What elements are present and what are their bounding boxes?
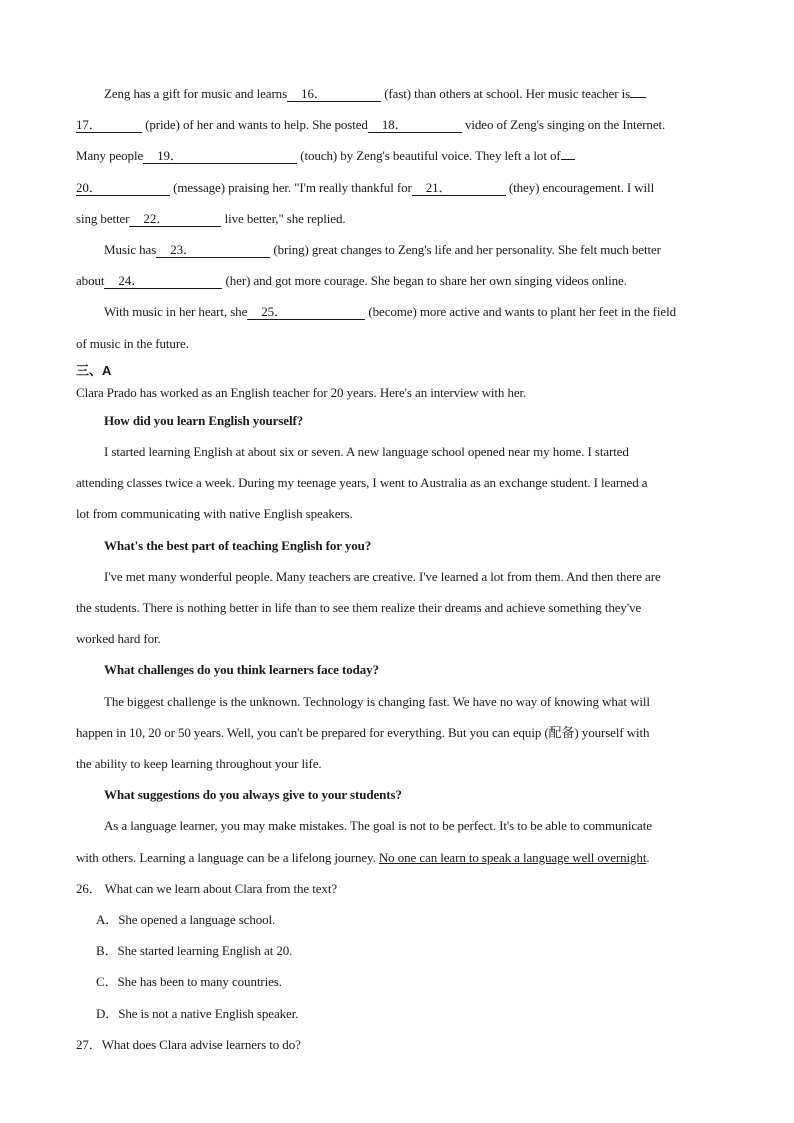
answer-line: lot from communicating with native English speakers.	[76, 506, 353, 522]
blank-17[interactable]: 17．	[76, 118, 142, 133]
passage-line: sing better 22． live better," she replied.	[76, 210, 346, 226]
blank-20[interactable]: 20．	[76, 181, 170, 196]
passage-line: Music has 23． (bring) great changes to Zeng's life and her personality. She felt much better	[104, 242, 661, 258]
interview-question: What's the best part of teaching English for you?	[104, 537, 372, 553]
option-26-d[interactable]: D．She is not a native English speaker.	[96, 1005, 299, 1021]
passage-line: of music in the future.	[76, 335, 189, 351]
answer-line: with others. Learning a language can be a lifelong journey. No one can learn to speak a language well overnight.	[76, 849, 650, 865]
answer-line: worked hard for.	[76, 631, 161, 647]
underlined-sentence: No one can learn to speak a language well overnight	[378, 849, 647, 865]
interview-question: How did you learn English yourself?	[104, 412, 304, 428]
blank-17-start[interactable]	[630, 97, 646, 98]
interview-question: What challenges do you think learners face today?	[104, 662, 379, 678]
blank-22[interactable]: 22．	[129, 212, 221, 227]
blank-21[interactable]: 21．	[412, 181, 506, 196]
question-26: 26． What can we learn about Clara from the text?	[76, 880, 337, 896]
blank-24[interactable]: 24．	[104, 274, 222, 289]
passage-line: Zeng has a gift for music and learns 16． (fast) than others at school. Her music teacher is	[76, 78, 748, 109]
passage-line: Many people 19． (touch) by Zeng's beautiful voice. They left a lot of	[76, 140, 748, 171]
blank-16[interactable]: 16．	[287, 87, 381, 102]
answer-line: the ability to keep learning throughout your life.	[76, 756, 322, 772]
blank-19[interactable]: 19．	[143, 149, 297, 164]
option-26-b[interactable]: B．She started learning English at 20.	[96, 943, 293, 959]
document-page	[76, 78, 748, 1060]
answer-line: I started learning English at about six or seven. A new language school opened near my home. I started	[104, 444, 629, 460]
answer-line: As a language learner, you may make mistakes. The goal is not to be perfect. It's to be able to communicate	[104, 818, 652, 834]
passage-line: about 24． (her) and got more courage. She began to share her own singing videos online.	[76, 273, 627, 289]
answer-line: The biggest challenge is the unknown. Technology is changing fast. We have no way of knowing what will	[104, 693, 650, 709]
option-26-c[interactable]: C．She has been to many countries.	[96, 974, 282, 990]
passage-line: 17． (pride) of her and wants to help. She posted 18． video of Zeng's singing on the Internet.	[76, 117, 666, 133]
blank-20-start[interactable]	[561, 159, 575, 160]
answer-line: attending classes twice a week. During my teenage years, I went to Australia as an exchange student. I learned a	[76, 475, 648, 491]
blank-25[interactable]: 25．	[247, 305, 365, 320]
option-26-a[interactable]: A．She opened a language school.	[96, 912, 276, 928]
question-27: 27．What does Clara advise learners to do?	[76, 1036, 301, 1052]
reading-intro: Clara Prado has worked as an English teacher for 20 years. Here's an interview with her.	[76, 384, 527, 400]
answer-line: happen in 10, 20 or 50 years. Well, you can't be prepared for everything. But you can equip (配备) yourself with	[76, 724, 650, 740]
section-heading: 三、A	[76, 362, 112, 378]
blank-23[interactable]: 23．	[156, 243, 270, 258]
passage-line: 20． (message) praising her. "I'm really thankful for 21． (they) encouragement. I will	[76, 179, 655, 195]
answer-line: the students. There is nothing better in life than to see them realize their dreams and achieve something they've	[76, 600, 642, 616]
answer-line: I've met many wonderful people. Many teachers are creative. I've learned a lot from them. And then there are	[104, 568, 661, 584]
passage-line: With music in her heart, she 25． (become) more active and wants to plant her feet in the field	[104, 304, 676, 320]
interview-question: What suggestions do you always give to your students?	[104, 787, 402, 803]
blank-18[interactable]: 18．	[368, 118, 462, 133]
